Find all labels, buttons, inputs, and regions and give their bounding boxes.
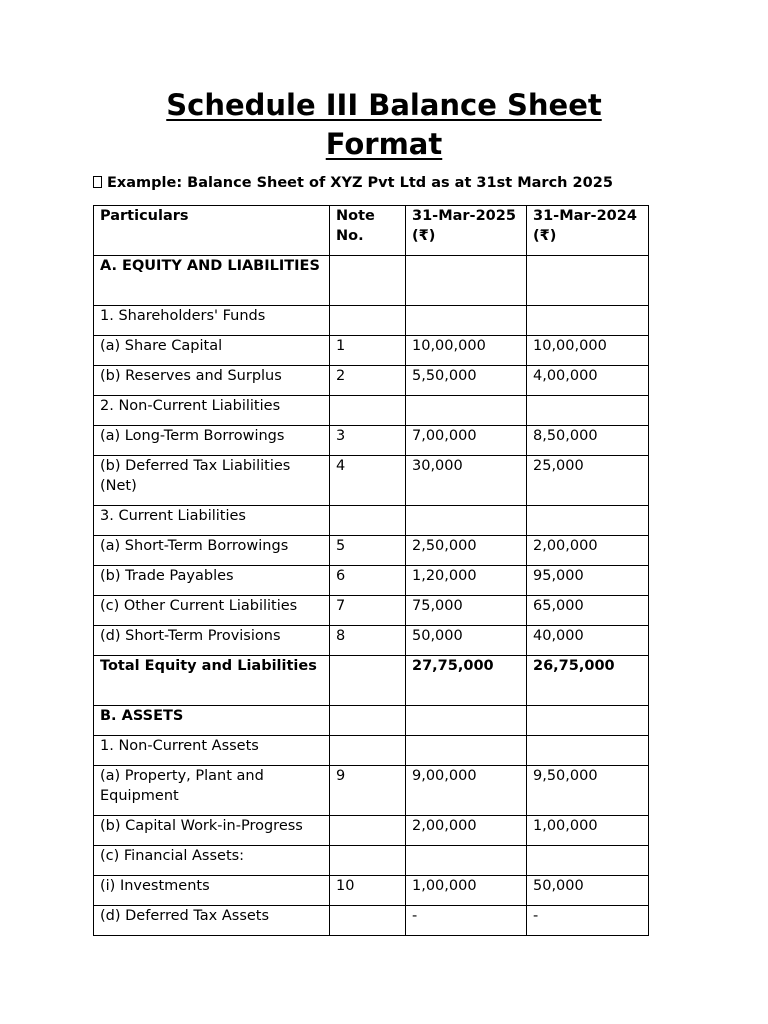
table-row: [94, 816, 649, 846]
table-row: [94, 426, 649, 456]
fy2024-cell: [527, 256, 649, 306]
fy2025-cell: 2,50,000: [406, 536, 527, 566]
fy2025-cell: [406, 506, 527, 536]
fy2024-cell: 25,000: [527, 456, 649, 506]
fy2024-cell: 4,00,000: [527, 366, 649, 396]
fy2025-cell: 1,20,000: [406, 566, 527, 596]
header-particulars: Particulars: [94, 206, 330, 256]
particulars-cell: (d) Deferred Tax Assets: [94, 906, 330, 936]
note-cell: 3: [330, 426, 406, 456]
note-cell: [330, 506, 406, 536]
note-cell: [330, 306, 406, 336]
fy2025-cell: 50,000: [406, 626, 527, 656]
fy2024-cell: [527, 396, 649, 426]
example-subtitle-text: Example: Balance Sheet of XYZ Pvt Ltd as at 31st March 2025: [107, 175, 613, 191]
table-row: [94, 876, 649, 906]
particulars-cell: (a) Short-Term Borrowings: [94, 536, 330, 566]
fy2025-cell: [406, 706, 527, 736]
fy2024-cell: 65,000: [527, 596, 649, 626]
fy2025-cell: -: [406, 906, 527, 936]
fy2024-cell: [527, 846, 649, 876]
table-row: [94, 306, 649, 336]
table-row: [94, 506, 649, 536]
fy2025-cell: [406, 306, 527, 336]
header-note-no: Note No.: [330, 206, 406, 256]
note-cell: [330, 816, 406, 846]
table-row: [94, 906, 649, 936]
fy2024-cell: 9,50,000: [527, 766, 649, 816]
fy2024-cell: 10,00,000: [527, 336, 649, 366]
particulars-cell: (b) Deferred Tax Liabilities (Net): [94, 456, 330, 506]
note-cell: [330, 656, 406, 706]
fy2024-cell: [527, 736, 649, 766]
note-cell: [330, 396, 406, 426]
fy2024-cell: 95,000: [527, 566, 649, 596]
particulars-cell: B. ASSETS: [94, 706, 330, 736]
note-cell: 10: [330, 876, 406, 906]
note-cell: 9: [330, 766, 406, 816]
table-row: [94, 536, 649, 566]
table-row: [94, 366, 649, 396]
note-cell: 4: [330, 456, 406, 506]
note-cell: [330, 706, 406, 736]
particulars-cell: 1. Shareholders' Funds: [94, 306, 330, 336]
note-cell: 1: [330, 336, 406, 366]
fy2025-cell: 7,00,000: [406, 426, 527, 456]
fy2024-cell: 2,00,000: [527, 536, 649, 566]
table-row: [94, 626, 649, 656]
fy2024-cell: -: [527, 906, 649, 936]
note-cell: 6: [330, 566, 406, 596]
fy2024-cell: [527, 706, 649, 736]
table-row: [94, 656, 649, 706]
header-fy2024: 31-Mar-2024 (₹): [527, 206, 649, 256]
table-row: [94, 396, 649, 426]
table-header-row: [94, 206, 649, 256]
table-row: [94, 766, 649, 816]
fy2025-cell: 75,000: [406, 596, 527, 626]
fy2025-cell: 30,000: [406, 456, 527, 506]
particulars-cell: (a) Property, Plant and Equipment: [94, 766, 330, 816]
fy2025-cell: 27,75,000: [406, 656, 527, 706]
note-cell: 2: [330, 366, 406, 396]
note-cell: [330, 846, 406, 876]
particulars-cell: Total Equity and Liabilities: [94, 656, 330, 706]
fy2025-cell: [406, 736, 527, 766]
particulars-cell: (b) Capital Work-in-Progress: [94, 816, 330, 846]
table-row: [94, 846, 649, 876]
pin-icon: [93, 176, 102, 188]
fy2024-cell: [527, 306, 649, 336]
particulars-cell: 1. Non-Current Assets: [94, 736, 330, 766]
particulars-cell: (a) Share Capital: [94, 336, 330, 366]
balance-sheet-table: [93, 205, 649, 936]
table-row: [94, 596, 649, 626]
particulars-cell: 2. Non-Current Liabilities: [94, 396, 330, 426]
particulars-cell: A. EQUITY AND LIABILITIES: [94, 256, 330, 306]
table-row: [94, 566, 649, 596]
fy2024-cell: 1,00,000: [527, 816, 649, 846]
fy2025-cell: 9,00,000: [406, 766, 527, 816]
fy2024-cell: 50,000: [527, 876, 649, 906]
particulars-cell: (a) Long-Term Borrowings: [94, 426, 330, 456]
particulars-cell: (d) Short-Term Provisions: [94, 626, 330, 656]
table-row: [94, 456, 649, 506]
fy2025-cell: 10,00,000: [406, 336, 527, 366]
fy2025-cell: [406, 846, 527, 876]
fy2025-cell: [406, 256, 527, 306]
fy2024-cell: 26,75,000: [527, 656, 649, 706]
note-cell: 5: [330, 536, 406, 566]
fy2024-cell: 8,50,000: [527, 426, 649, 456]
fy2025-cell: [406, 396, 527, 426]
particulars-cell: 3. Current Liabilities: [94, 506, 330, 536]
note-cell: 7: [330, 596, 406, 626]
particulars-cell: (c) Other Current Liabilities: [94, 596, 330, 626]
table-row: [94, 706, 649, 736]
table-row: [94, 736, 649, 766]
note-cell: 8: [330, 626, 406, 656]
fy2024-cell: 40,000: [527, 626, 649, 656]
fy2025-cell: 2,00,000: [406, 816, 527, 846]
particulars-cell: (c) Financial Assets:: [94, 846, 330, 876]
table-row: [94, 336, 649, 366]
page-title: Schedule III Balance Sheet Format: [166, 88, 602, 161]
particulars-cell: (i) Investments: [94, 876, 330, 906]
note-cell: [330, 256, 406, 306]
fy2025-cell: 1,00,000: [406, 876, 527, 906]
note-cell: [330, 906, 406, 936]
note-cell: [330, 736, 406, 766]
fy2024-cell: [527, 506, 649, 536]
header-fy2025: 31-Mar-2025 (₹): [406, 206, 527, 256]
example-subtitle: [93, 174, 693, 192]
fy2025-cell: 5,50,000: [406, 366, 527, 396]
particulars-cell: (b) Trade Payables: [94, 566, 330, 596]
particulars-cell: (b) Reserves and Surplus: [94, 366, 330, 396]
table-row: [94, 256, 649, 306]
